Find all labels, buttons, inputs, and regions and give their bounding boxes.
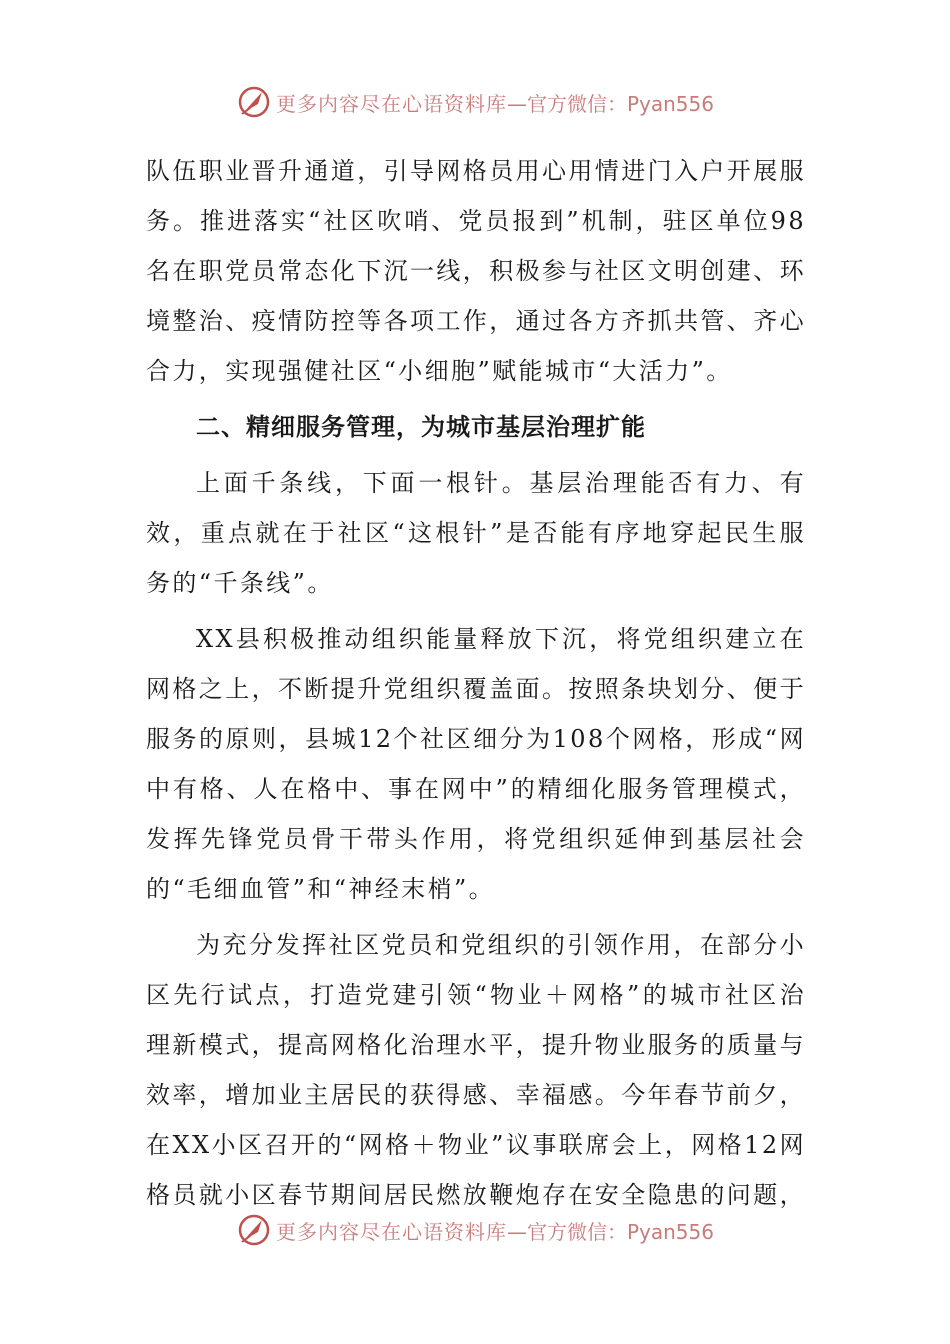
banner-contact-text: —官方微信：Pyan556 (506, 91, 714, 116)
paragraph: 为充分发挥社区党员和党组织的引领作用，在部分小区先行试点，打造党建引领“物业＋网格”的城市社区治理新模式，提高网格化治理水平，提升物业服务的质量与效率，增加业主居民的获得感、幸福感。今年春节前夕，在XX小区召开的“网格＋物业”议事联席会上，网格12网格员就小区春节期间居民燃放鞭炮存在安全隐患的问题， (146, 931, 806, 1209)
paragraph: XX县积极推动组织能量释放下沉，将党组织建立在网格之上，不断提升党组织覆盖面。按照条块划分、便于服务的原则，县城12个社区细分为108个网格，形成“网中有格、人在格中、事在网中”的精细化服务管理模式，发挥先锋党员骨干带头作用，将党组织延伸到基层社会的“毛细血管”和“神经末梢”。 (146, 625, 806, 903)
banner-brand-text: 更多内容尽在心语资料库 (275, 1219, 507, 1244)
header-banner (0, 82, 950, 122)
quill-logo-icon (236, 1212, 272, 1248)
document-body (146, 146, 806, 1220)
paragraph: 队伍职业晋升通道，引导网格员用心用情进门入户开展服务。推进落实“社区吹哨、党员报到”机制，驻区单位98名在职党员常态化下沉一线，积极参与社区文明创建、环境整治、疫情防控等各项工作，通过各方齐抓共管、齐心合力，实现强健社区“小细胞”赋能城市“大活力”。 (146, 157, 806, 385)
footer-banner (0, 1210, 950, 1250)
banner-contact-text: —官方微信：Pyan556 (506, 1219, 714, 1244)
quill-logo-icon (236, 84, 272, 120)
paragraph: 上面千条线，下面一根针。基层治理能否有力、有效，重点就在于社区“这根针”是否能有序地穿起民生服务的“千条线”。 (146, 469, 806, 597)
section-heading: 二、精细服务管理，为城市基层治理扩能 (196, 413, 646, 441)
banner-brand-text: 更多内容尽在心语资料库 (275, 91, 507, 116)
